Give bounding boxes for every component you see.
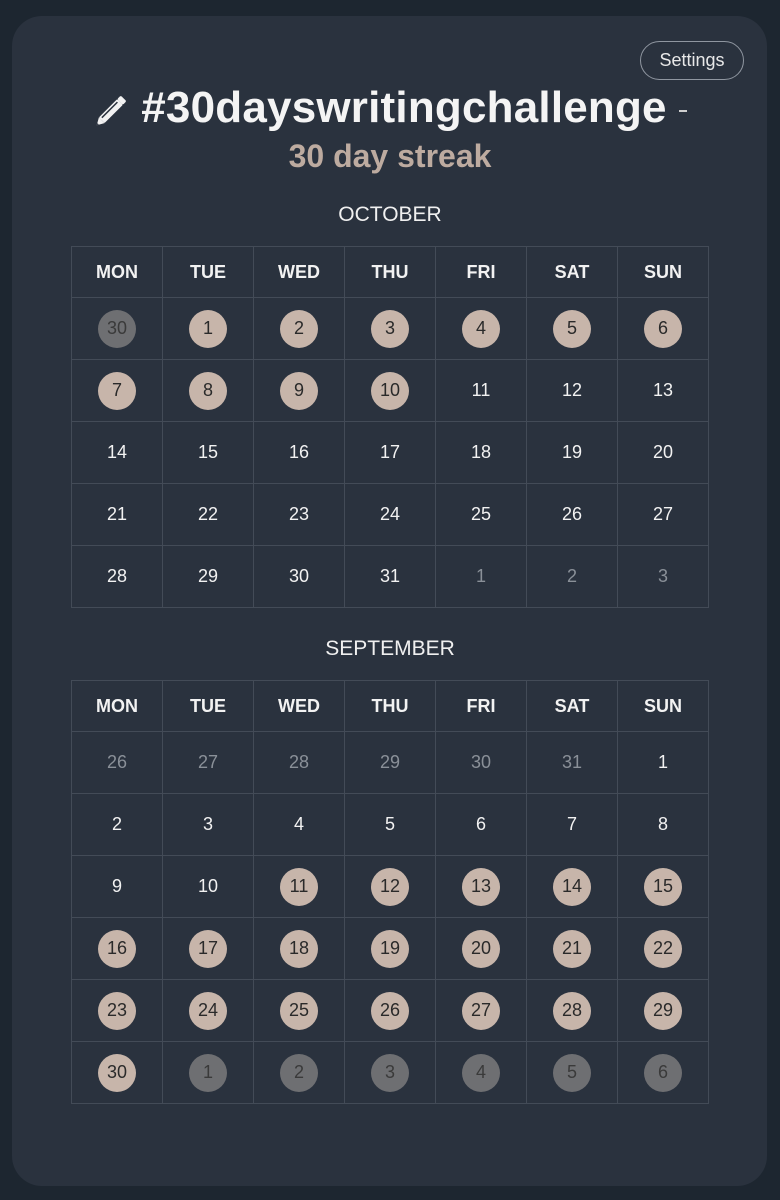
calendar-day[interactable]: 27 — [197, 752, 219, 772]
calendar-day[interactable]: 29 — [379, 752, 401, 772]
calendar-body — [72, 298, 709, 608]
calendar-cell — [254, 1042, 345, 1104]
completed-day[interactable]: 10 — [371, 372, 409, 410]
calendar-cell — [254, 794, 345, 856]
completed-day[interactable]: 28 — [553, 992, 591, 1030]
weekday-header: SUN — [618, 247, 709, 298]
completed-day[interactable]: 15 — [644, 868, 682, 906]
completed-day[interactable]: 8 — [189, 372, 227, 410]
calendar-cell — [618, 732, 709, 794]
completed-day[interactable]: 20 — [462, 930, 500, 968]
calendar-cell — [345, 918, 436, 980]
calendar-cell — [618, 360, 709, 422]
calendar-cell — [72, 422, 163, 484]
calendar-cell — [345, 732, 436, 794]
settings-button[interactable]: Settings — [640, 41, 744, 80]
completed-day[interactable]: 7 — [98, 372, 136, 410]
calendar-cell — [163, 422, 254, 484]
completed-day[interactable]: 16 — [98, 930, 136, 968]
calendar-cell — [163, 298, 254, 360]
calendar-day[interactable]: 15 — [197, 442, 219, 462]
calendar-day[interactable]: 30 — [288, 566, 310, 586]
calendar-day[interactable]: 23 — [288, 504, 310, 524]
calendar-cell — [345, 1042, 436, 1104]
completed-day[interactable]: 3 — [371, 310, 409, 348]
calendar-cell — [163, 794, 254, 856]
completed-day[interactable]: 23 — [98, 992, 136, 1030]
completed-day[interactable]: 1 — [189, 310, 227, 348]
calendar-cell — [72, 856, 163, 918]
completed-day[interactable]: 6 — [644, 310, 682, 348]
title-menu-dash[interactable] — [679, 110, 687, 112]
completed-day[interactable]: 9 — [280, 372, 318, 410]
calendar-day[interactable]: 9 — [111, 876, 122, 896]
calendar-cell — [345, 980, 436, 1042]
calendar-day[interactable]: 3 — [202, 814, 213, 834]
completed-day[interactable]: 21 — [553, 930, 591, 968]
calendar-cell — [527, 980, 618, 1042]
calendar-cell — [436, 856, 527, 918]
calendar-cell — [345, 484, 436, 546]
completed-day[interactable]: 12 — [371, 868, 409, 906]
calendar-cell — [254, 484, 345, 546]
calendar-week-row — [72, 422, 709, 484]
calendar-week-row — [72, 1042, 709, 1104]
calendar-week-row — [72, 794, 709, 856]
weekday-header: TUE — [163, 681, 254, 732]
calendar-day[interactable]: 8 — [657, 814, 668, 834]
calendar-week-row — [72, 732, 709, 794]
page-title-row — [0, 80, 780, 136]
weekday-header: MON — [72, 247, 163, 298]
calendar-cell — [163, 360, 254, 422]
calendar-cell — [345, 422, 436, 484]
calendar-day[interactable]: 5 — [384, 814, 395, 834]
calendar-cell — [618, 918, 709, 980]
calendar-cell — [436, 298, 527, 360]
completed-day[interactable]: 1 — [189, 1054, 227, 1092]
calendar-day[interactable]: 10 — [197, 876, 219, 896]
calendar-cell — [163, 980, 254, 1042]
calendar-cell — [345, 298, 436, 360]
calendar-cell — [72, 732, 163, 794]
calendar-cell — [618, 794, 709, 856]
completed-day[interactable]: 4 — [462, 1054, 500, 1092]
calendar-september — [71, 680, 709, 1104]
calendar-cell — [345, 360, 436, 422]
streak-label: 30 day streak — [288, 138, 492, 174]
calendar-cell — [527, 360, 618, 422]
calendar-cell — [436, 1042, 527, 1104]
calendar-cell — [72, 918, 163, 980]
calendar-day[interactable]: 13 — [652, 380, 674, 400]
calendar-cell — [163, 484, 254, 546]
calendar-day[interactable]: 6 — [475, 814, 486, 834]
calendar-day[interactable]: 30 — [470, 752, 492, 772]
calendar-cell — [436, 794, 527, 856]
calendar-cell — [527, 794, 618, 856]
calendar-cell — [527, 1042, 618, 1104]
calendar-cell — [254, 360, 345, 422]
calendar-day[interactable]: 11 — [471, 380, 491, 400]
completed-day[interactable]: 18 — [280, 930, 318, 968]
calendar-cell — [254, 298, 345, 360]
calendar-cell — [72, 794, 163, 856]
weekday-header: SAT — [527, 681, 618, 732]
completed-day[interactable]: 6 — [644, 1054, 682, 1092]
calendar-cell — [436, 422, 527, 484]
completed-day[interactable]: 30 — [98, 310, 136, 348]
calendar-cell — [254, 546, 345, 608]
calendar-cell — [618, 484, 709, 546]
calendar-cell — [618, 546, 709, 608]
completed-day[interactable]: 14 — [553, 868, 591, 906]
completed-day[interactable]: 3 — [371, 1054, 409, 1092]
weekday-header: WED — [254, 247, 345, 298]
completed-day[interactable]: 26 — [371, 992, 409, 1030]
completed-day[interactable]: 19 — [371, 930, 409, 968]
calendar-cell — [163, 732, 254, 794]
calendar-week-row — [72, 546, 709, 608]
calendar-cell — [345, 546, 436, 608]
calendar-day[interactable]: 2 — [111, 814, 122, 834]
weekday-header: SUN — [618, 681, 709, 732]
calendar-cell — [436, 918, 527, 980]
pencil-icon — [93, 89, 133, 129]
calendar-cell — [527, 422, 618, 484]
completed-day[interactable]: 5 — [553, 1054, 591, 1092]
calendar-day[interactable]: 17 — [379, 442, 401, 462]
calendar-cell — [163, 1042, 254, 1104]
completed-day[interactable]: 22 — [644, 930, 682, 968]
weekday-header: FRI — [436, 247, 527, 298]
calendar-day[interactable]: 31 — [379, 566, 401, 586]
calendar-day[interactable]: 20 — [652, 442, 674, 462]
weekday-header-row — [72, 681, 709, 732]
calendar-cell — [618, 298, 709, 360]
completed-day[interactable]: 25 — [280, 992, 318, 1030]
calendar-day[interactable]: 14 — [106, 442, 128, 462]
calendar-day[interactable]: 24 — [379, 504, 401, 524]
calendar-cell — [527, 484, 618, 546]
calendar-day[interactable]: 3 — [657, 566, 668, 586]
page-title: #30dayswritingchallenge — [141, 83, 667, 132]
calendar-cell — [618, 1042, 709, 1104]
calendar-cell — [163, 918, 254, 980]
completed-day[interactable]: 4 — [462, 310, 500, 348]
calendar-cell — [345, 856, 436, 918]
calendar-day[interactable]: 1 — [657, 752, 668, 772]
calendar-cell — [436, 980, 527, 1042]
calendar-day[interactable]: 26 — [106, 752, 128, 772]
calendar-week-row — [72, 980, 709, 1042]
calendar-day[interactable]: 31 — [561, 752, 583, 772]
calendar-week-row — [72, 918, 709, 980]
calendar-cell — [345, 794, 436, 856]
calendar-week-row — [72, 484, 709, 546]
calendar-cell — [618, 980, 709, 1042]
calendar-day[interactable]: 22 — [197, 504, 219, 524]
calendar-day[interactable]: 7 — [566, 814, 577, 834]
calendar-day[interactable]: 21 — [106, 504, 128, 524]
calendar-cell — [436, 732, 527, 794]
weekday-header: FRI — [436, 681, 527, 732]
month-title-october: OCTOBER — [338, 203, 442, 226]
completed-day[interactable]: 2 — [280, 310, 318, 348]
calendar-cell — [254, 918, 345, 980]
calendar-cell — [163, 856, 254, 918]
calendar-cell — [254, 422, 345, 484]
weekday-header: WED — [254, 681, 345, 732]
calendar-cell — [436, 484, 527, 546]
calendar-day[interactable]: 12 — [561, 380, 583, 400]
calendar-october — [71, 246, 709, 608]
calendar-cell — [254, 856, 345, 918]
calendar-day[interactable]: 27 — [652, 504, 674, 524]
calendar-cell — [527, 856, 618, 918]
weekday-header: THU — [345, 681, 436, 732]
calendar-cell — [72, 1042, 163, 1104]
calendar-cell — [254, 980, 345, 1042]
completed-day[interactable]: 29 — [644, 992, 682, 1030]
weekday-header: MON — [72, 681, 163, 732]
completed-day[interactable]: 24 — [189, 992, 227, 1030]
weekday-header: SAT — [527, 247, 618, 298]
calendar-day[interactable]: 18 — [470, 442, 492, 462]
calendar-cell — [527, 298, 618, 360]
month-title-september: SEPTEMBER — [325, 637, 455, 660]
calendar-day[interactable]: 26 — [561, 504, 583, 524]
completed-day[interactable]: 13 — [462, 868, 500, 906]
calendar-cell — [618, 422, 709, 484]
completed-day[interactable]: 30 — [98, 1054, 136, 1092]
calendar-cell — [618, 856, 709, 918]
calendar-cell — [436, 546, 527, 608]
weekday-header: THU — [345, 247, 436, 298]
calendar-day[interactable]: 28 — [288, 752, 310, 772]
calendar-day[interactable]: 2 — [566, 566, 577, 586]
weekday-header: TUE — [163, 247, 254, 298]
calendar-week-row — [72, 856, 709, 918]
calendar-day[interactable]: 16 — [288, 442, 310, 462]
calendar-day[interactable]: 4 — [293, 814, 304, 834]
calendar-cell — [72, 298, 163, 360]
calendar-cell — [527, 546, 618, 608]
calendar-body — [72, 732, 709, 1104]
calendar-cell — [527, 732, 618, 794]
calendar-cell — [72, 360, 163, 422]
calendar-week-row — [72, 298, 709, 360]
calendar-day[interactable]: 19 — [561, 442, 583, 462]
calendar-cell — [72, 980, 163, 1042]
completed-day[interactable]: 17 — [189, 930, 227, 968]
weekday-header-row — [72, 247, 709, 298]
calendar-cell — [72, 484, 163, 546]
calendar-day[interactable]: 1 — [475, 566, 486, 586]
calendar-day[interactable]: 25 — [470, 504, 492, 524]
calendar-cell — [254, 732, 345, 794]
calendar-week-row — [72, 360, 709, 422]
completed-day[interactable]: 5 — [553, 310, 591, 348]
calendar-cell — [436, 360, 527, 422]
completed-day[interactable]: 27 — [462, 992, 500, 1030]
completed-day[interactable]: 11 — [280, 868, 318, 906]
calendar-cell — [72, 546, 163, 608]
completed-day[interactable]: 2 — [280, 1054, 318, 1092]
calendar-cell — [163, 546, 254, 608]
calendar-day[interactable]: 28 — [106, 566, 128, 586]
calendar-day[interactable]: 29 — [197, 566, 219, 586]
calendar-cell — [527, 918, 618, 980]
